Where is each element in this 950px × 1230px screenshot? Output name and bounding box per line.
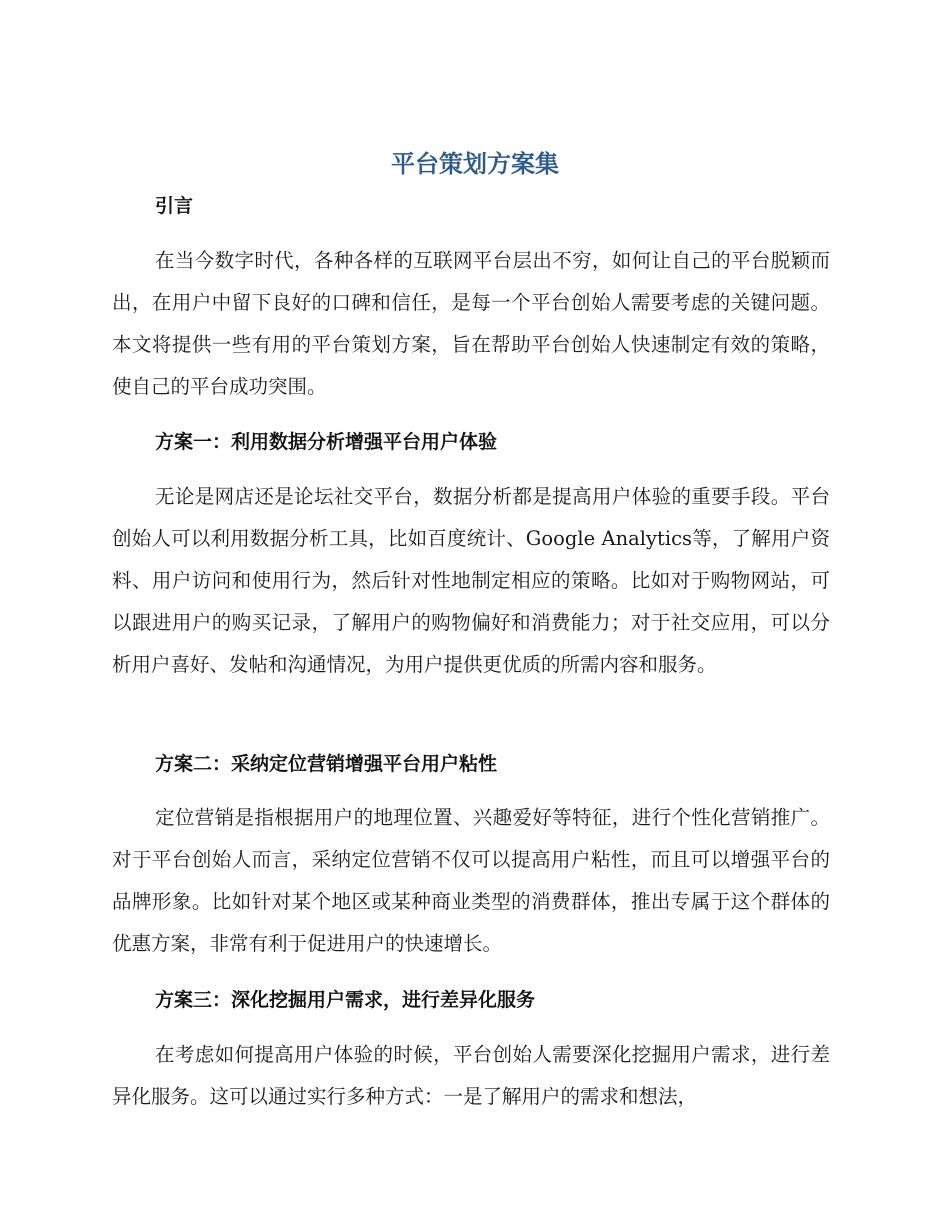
section-heading-plan-3: 方案三：深化挖掘用户需求，进行差异化服务	[155, 989, 536, 1011]
section-paragraph-plan-2: 定位营销是指根据用户的地理位置、兴趣爱好等特征，进行个性化营销推广。对于平台创始人而言，采纳定位营销不仅可以提高用户粘性，而且可以增强平台的品牌形象。比如针对某个地区或某种商业类型的消费群体，推出专属于这个群体的优惠方案，非常有利于促进用户的快速增长。	[112, 806, 830, 955]
section-heading-plan-2: 方案二：采纳定位营销增强平台用户粘性	[155, 753, 498, 775]
section-paragraph-plan-1: 无论是网店还是论坛社交平台，数据分析都是提高用户体验的重要手段。平台创始人可以利用数据分析工具，比如百度统计、Google Analytics等，了解用户资料、用户访问和使用行为，然后针对性地制定相应的策略。比如对于购物网站，可以跟进用户的购买记录，了解用户的购物偏好和消费能力；对于社交应用，可以分析用户喜好、发帖和沟通情况，为用户提供更优质的所需内容和服务。	[112, 485, 830, 676]
section-paragraph-intro: 在当今数字时代，各种各样的互联网平台层出不穷，如何让自己的平台脱颖而出，在用户中留下良好的口碑和信任，是每一个平台创始人需要考虑的关键问题。本文将提供一些有用的平台策划方案，旨在帮助平台创始人快速制定有效的策略，使自己的平台成功突围。	[112, 249, 830, 398]
section-paragraph-plan-3: 在考虑如何提高用户体验的时候，平台创始人需要深化挖掘用户需求，进行差异化服务。这可以通过实行多种方式：一是了解用户的需求和想法，	[112, 1043, 830, 1108]
section-heading-intro: 引言	[155, 195, 194, 217]
document-title: 平台策划方案集	[391, 150, 559, 178]
section-heading-plan-1: 方案一：利用数据分析增强平台用户体验	[155, 431, 498, 453]
